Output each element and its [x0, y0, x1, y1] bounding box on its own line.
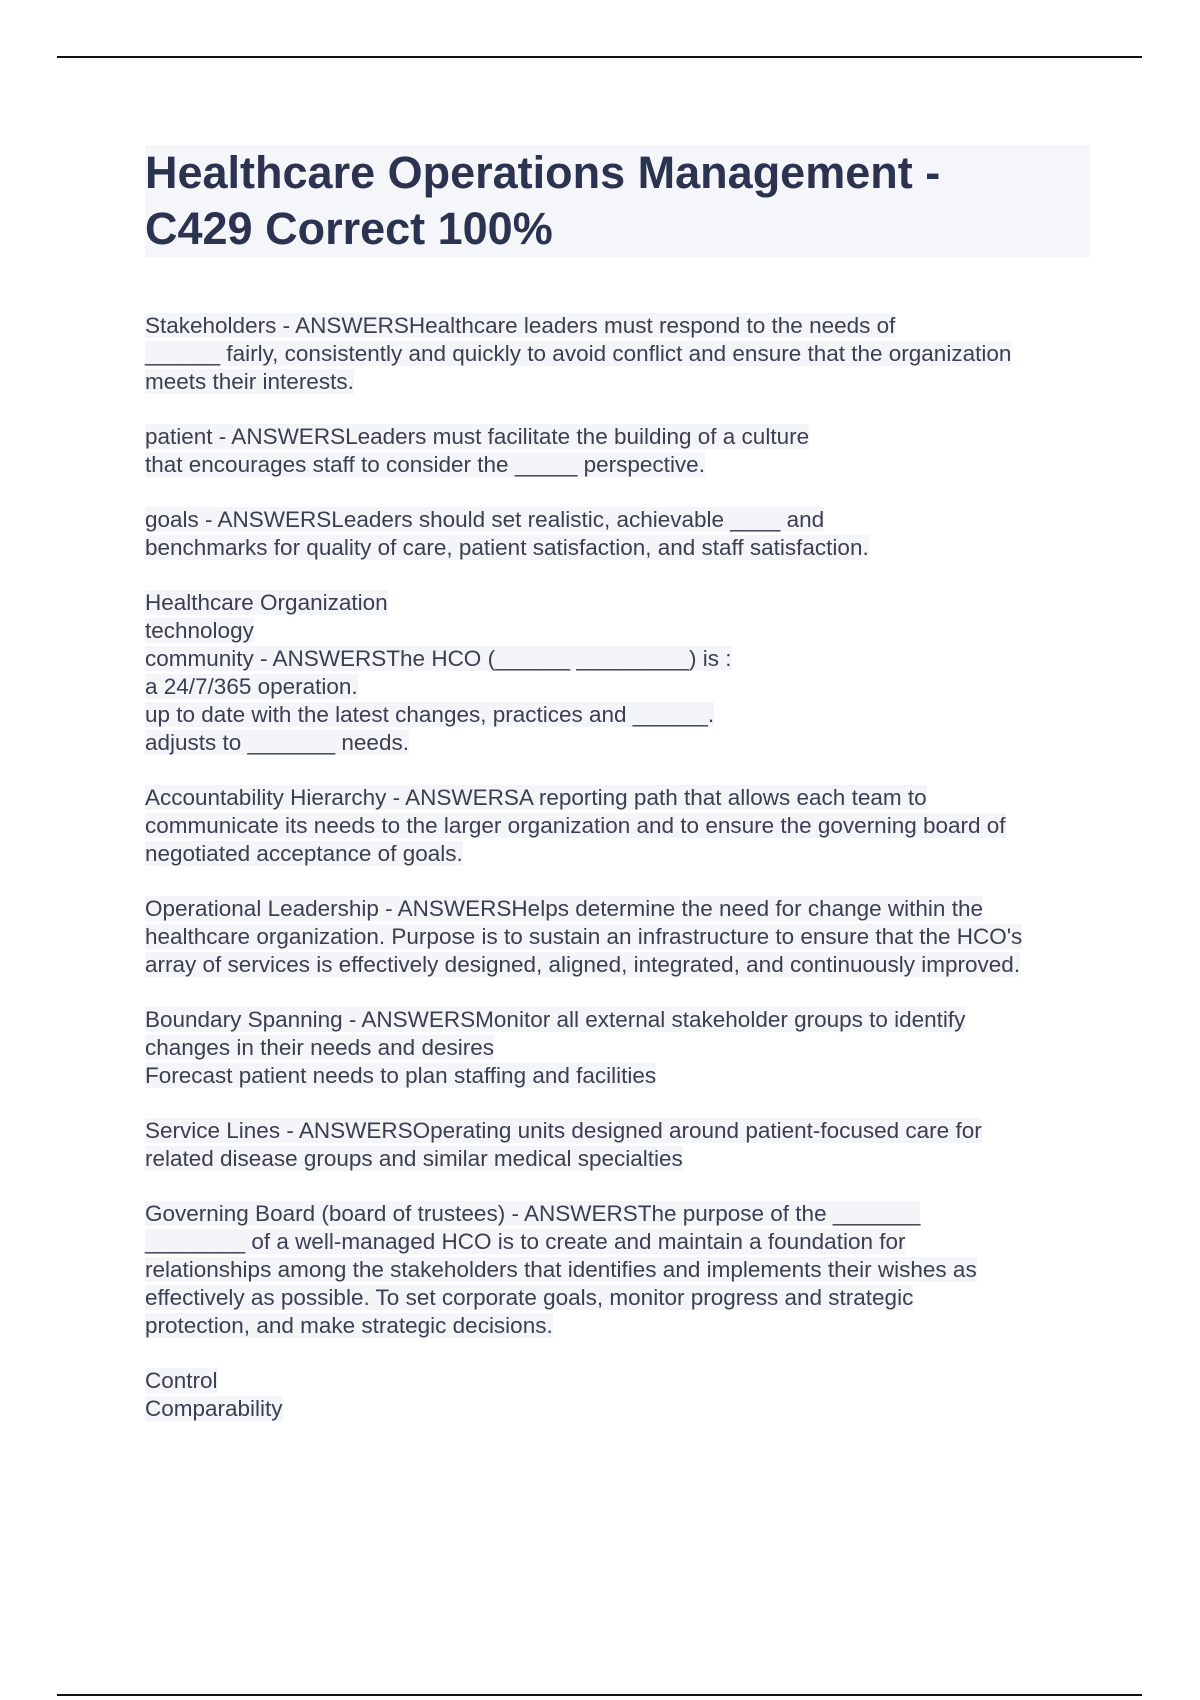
entry-text: communicate its needs to the larger organization and to ensure the governing board of: [145, 813, 1006, 838]
entry-text: that encourages staff to consider the _____ perspective.: [145, 452, 705, 477]
entry-line: [145, 923, 1105, 951]
entry-line: [145, 423, 1105, 451]
entry-text: Service Lines - ANSWERSOperating units designed around patient-focused care for: [145, 1118, 982, 1143]
entry-line: [145, 1117, 1105, 1145]
flashcard-entry: [145, 1367, 1105, 1423]
entry-line: [145, 1006, 1105, 1034]
entry-text: Forecast patient needs to plan staffing and facilities: [145, 1063, 657, 1088]
entry-text: protection, and make strategic decisions.: [145, 1313, 553, 1338]
flashcard-list: [145, 312, 1105, 1450]
flashcard-entry: [145, 784, 1105, 868]
entry-text: a 24/7/365 operation.: [145, 674, 358, 699]
entry-text: negotiated acceptance of goals.: [145, 841, 463, 866]
entry-line: [145, 812, 1105, 840]
entry-line: [145, 340, 1105, 368]
flashcard-entry: [145, 1006, 1105, 1090]
entry-line: [145, 645, 1105, 673]
entry-text: patient - ANSWERSLeaders must facilitate the building of a culture: [145, 424, 810, 449]
entry-line: [145, 1228, 1105, 1256]
entry-text: Governing Board (board of trustees) - ANSWERSThe purpose of the _______: [145, 1201, 921, 1226]
entry-text: ______ fairly, consistently and quickly to avoid conflict and ensure that the organization: [145, 341, 1012, 366]
entry-text: ________ of a well-managed HCO is to create and maintain a foundation for: [145, 1229, 906, 1254]
entry-text: changes in their needs and desires: [145, 1035, 494, 1060]
entry-line: [145, 1145, 1105, 1173]
entry-text: relationships among the stakeholders that identifies and implements their wishes as: [145, 1257, 977, 1282]
entry-line: [145, 451, 1105, 479]
entry-line: [145, 1256, 1105, 1284]
entry-line: [145, 1312, 1105, 1340]
flashcard-entry: [145, 589, 1105, 757]
entry-line: [145, 312, 1105, 340]
entry-text: effectively as possible. To set corporate goals, monitor progress and strategic: [145, 1285, 914, 1310]
entry-line: [145, 1200, 1105, 1228]
entry-line: [145, 1367, 1105, 1395]
title-block: [145, 145, 1090, 257]
entry-text: Accountability Hierarchy - ANSWERSA reporting path that allows each team to: [145, 785, 927, 810]
entry-line: [145, 895, 1105, 923]
entry-line: [145, 534, 1105, 562]
entry-text: Operational Leadership - ANSWERSHelps determine the need for change within the: [145, 896, 983, 921]
entry-line: [145, 506, 1105, 534]
flashcard-entry: [145, 895, 1105, 979]
entry-line: [145, 368, 1105, 396]
title-line: C429 Correct 100%: [145, 203, 553, 254]
entry-line: [145, 1034, 1105, 1062]
entry-text: array of services is effectively designed, aligned, integrated, and continuously improved.: [145, 952, 1021, 977]
bottom-rule: [57, 1694, 1142, 1696]
entry-line: [145, 589, 1105, 617]
entry-line: [145, 1284, 1105, 1312]
entry-text: technology: [145, 618, 254, 643]
entry-text: Healthcare Organization: [145, 590, 388, 615]
document-title: [145, 145, 1090, 257]
flashcard-entry: [145, 423, 1105, 479]
entry-line: [145, 1395, 1105, 1423]
entry-line: [145, 1062, 1105, 1090]
entry-text: healthcare organization. Purpose is to sustain an infrastructure to ensure that the HCO's: [145, 924, 1023, 949]
entry-text: adjusts to _______ needs.: [145, 730, 409, 755]
entry-text: Control: [145, 1368, 218, 1393]
entry-text: Boundary Spanning - ANSWERSMonitor all external stakeholder groups to identify: [145, 1007, 966, 1032]
entry-text: Stakeholders - ANSWERSHealthcare leaders must respond to the needs of: [145, 313, 896, 338]
entry-text: Comparability: [145, 1396, 283, 1421]
flashcard-entry: [145, 1200, 1105, 1340]
top-rule: [57, 56, 1142, 58]
flashcard-entry: [145, 312, 1105, 396]
entry-line: [145, 729, 1105, 757]
entry-text: benchmarks for quality of care, patient satisfaction, and staff satisfaction.: [145, 535, 869, 560]
entry-line: [145, 701, 1105, 729]
title-line: Healthcare Operations Management -: [145, 147, 941, 198]
entry-line: [145, 840, 1105, 868]
flashcard-entry: [145, 1117, 1105, 1173]
entry-line: [145, 951, 1105, 979]
entry-text: up to date with the latest changes, practices and ______.: [145, 702, 715, 727]
entry-text: meets their interests.: [145, 369, 354, 394]
entry-line: [145, 784, 1105, 812]
entry-text: community - ANSWERSThe HCO (______ _________) is :: [145, 646, 732, 671]
flashcard-entry: [145, 506, 1105, 562]
entry-text: related disease groups and similar medical specialties: [145, 1146, 683, 1171]
entry-text: goals - ANSWERSLeaders should set realistic, achievable ____ and: [145, 507, 825, 532]
entry-line: [145, 673, 1105, 701]
entry-line: [145, 617, 1105, 645]
